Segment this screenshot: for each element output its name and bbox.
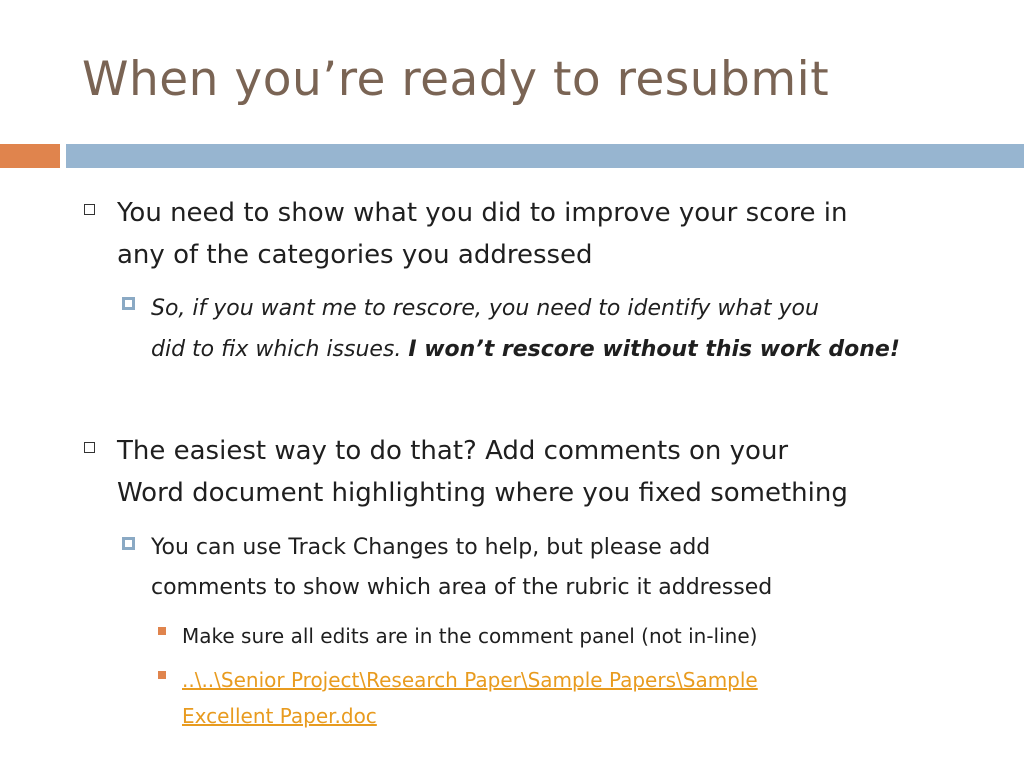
hollow-square-bullet-icon — [84, 204, 95, 215]
square-bullet-icon — [122, 537, 135, 550]
bullet-2-text: The easiest way to do that? Add comments on your Word document highlighting where you fixed something — [117, 436, 848, 508]
bullet-1-text: You need to show what you did to improve your score in any of the categories you addressed — [117, 198, 848, 270]
sample-paper-link[interactable]: ..\..\Senior Project\Research Paper\Sample Papers\Sample Excellent Paper.doc — [182, 668, 758, 728]
accent-bar — [0, 144, 60, 168]
emphasis-text: I won’t rescore without this work done! — [408, 337, 900, 362]
hollow-square-bullet-icon — [84, 442, 95, 453]
bullet-2-sub-text: You can use Track Changes to help, but please add comments to show which area of the rubric it addressed — [151, 535, 773, 600]
bullet-1-sub-text: So, if you want me to rescore, you need to identify what you did to fix which issues. I won’t rescore without this work done! — [151, 296, 900, 362]
title-underline-bar — [66, 144, 1024, 168]
filled-square-bullet-icon — [158, 671, 166, 679]
filled-square-bullet-icon — [158, 627, 166, 635]
square-bullet-icon — [122, 297, 135, 310]
slide-title: When you’re ready to resubmit — [82, 52, 830, 107]
